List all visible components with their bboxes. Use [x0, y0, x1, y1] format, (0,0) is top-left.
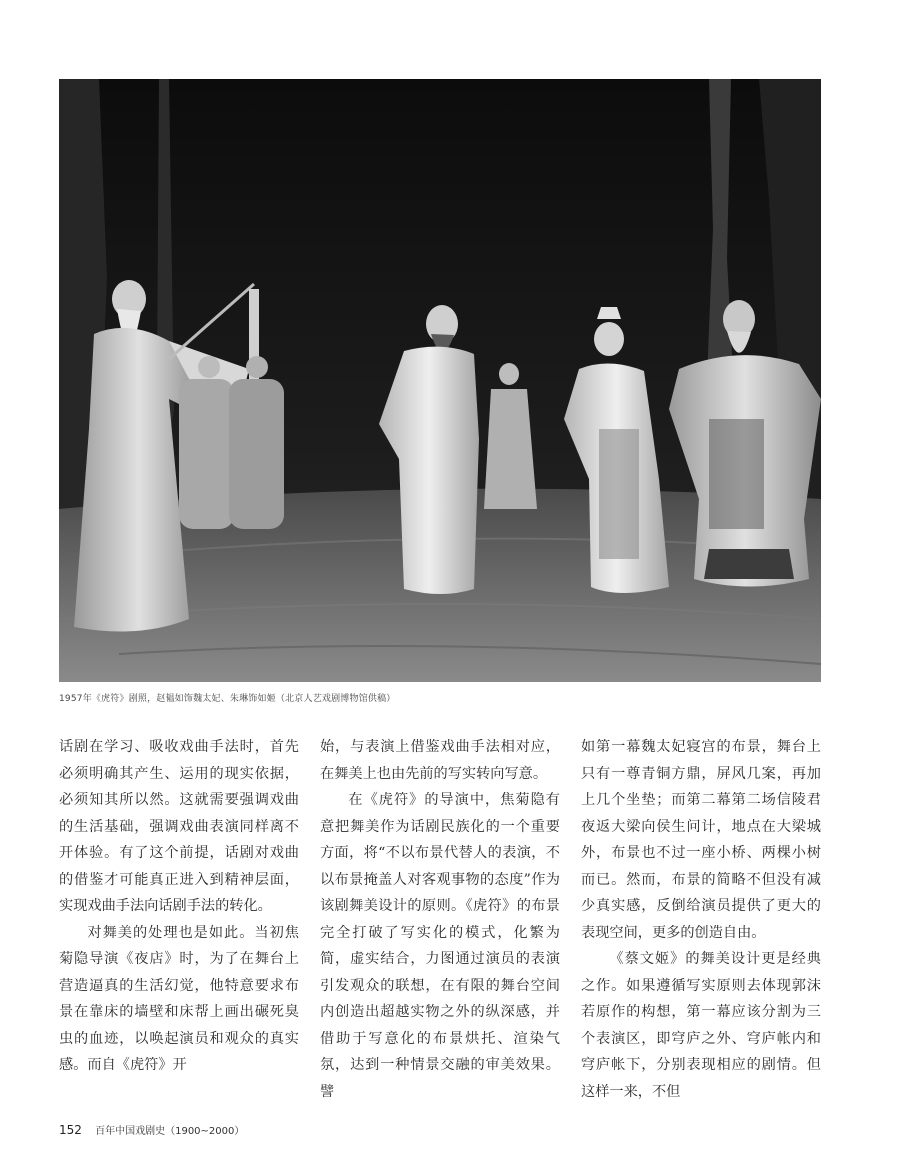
page-footer [59, 1122, 244, 1137]
paragraph: 如第一幕魏太妃寝宫的布景，舞台上只有一尊青铜方鼎，屏风几案，再加上几个坐垫；而第二幕第二场信陵君夜返大梁向侯生问计，地点在大梁城外，布景也不过一座小桥、两棵小树而已。然而，布景的简略不但没有减少真实感，反倒给演员提供了更大的表现空间，更多的创造自由。 [581, 739, 821, 941]
stage-photo-icon [59, 79, 821, 682]
paragraph: 始，与表演上借鉴戏曲手法相对应，在舞美上也由先前的写实转向写意。 [320, 739, 560, 782]
page-number: 152 [59, 1123, 82, 1137]
text-column-1 [59, 734, 299, 1079]
text-column-2 [320, 734, 560, 1105]
paragraph: 对舞美的处理也是如此。当初焦菊隐导演《夜店》时，为了在舞台上营造逼真的生活幻觉，他特意要求布景在靠床的墙壁和床帮上画出碾死臭虫的血迹，以唤起演员和观众的真实感。而自《虎符》开 [59, 924, 299, 1073]
paragraph: 在《虎符》的导演中，焦菊隐有意把舞美作为话剧民族化的一个重要方面，将“不以布景代替人的表演，不以布景掩盖人对客观事物的态度”作为该剧舞美设计的原则。《虎符》的布景完全打破了写实化的模式，化繁为简，虚实结合，力图通过演员的表演引发观众的联想，在有限的舞台空间内创造出超越实物之外的纵深感，并借助于写意化的布景烘托、渲染气氛，达到一种情景交融的审美效果。譬 [320, 792, 560, 1100]
paragraph: 《蔡文姬》的舞美设计更是经典之作。如果遵循写实原则去体现郭沫若原作的构想，第一幕应该分割为三个表演区，即穹庐之外、穹庐帐内和穹庐帐下，分别表现相应的剧情。但这样一来，不但 [581, 951, 821, 1100]
book-title: 百年中国戏剧史（1900~2000） [95, 1126, 245, 1137]
photo-caption: 1957年《虎符》剧照，赵韫如饰魏太妃、朱琳饰如姬（北京人艺戏剧博物馆供稿） [59, 694, 396, 704]
stage-photo [59, 79, 821, 682]
paragraph: 话剧在学习、吸收戏曲手法时，首先必须明确其产生、运用的现实依据，必须知其所以然。这就需要强调戏曲的生活基础，强调戏曲表演同样离不开体验。有了这个前提，话剧对戏曲的借鉴才可能真正进入到精神层面，实现戏曲手法向话剧手法的转化。 [59, 739, 299, 914]
text-column-3 [581, 734, 821, 1105]
